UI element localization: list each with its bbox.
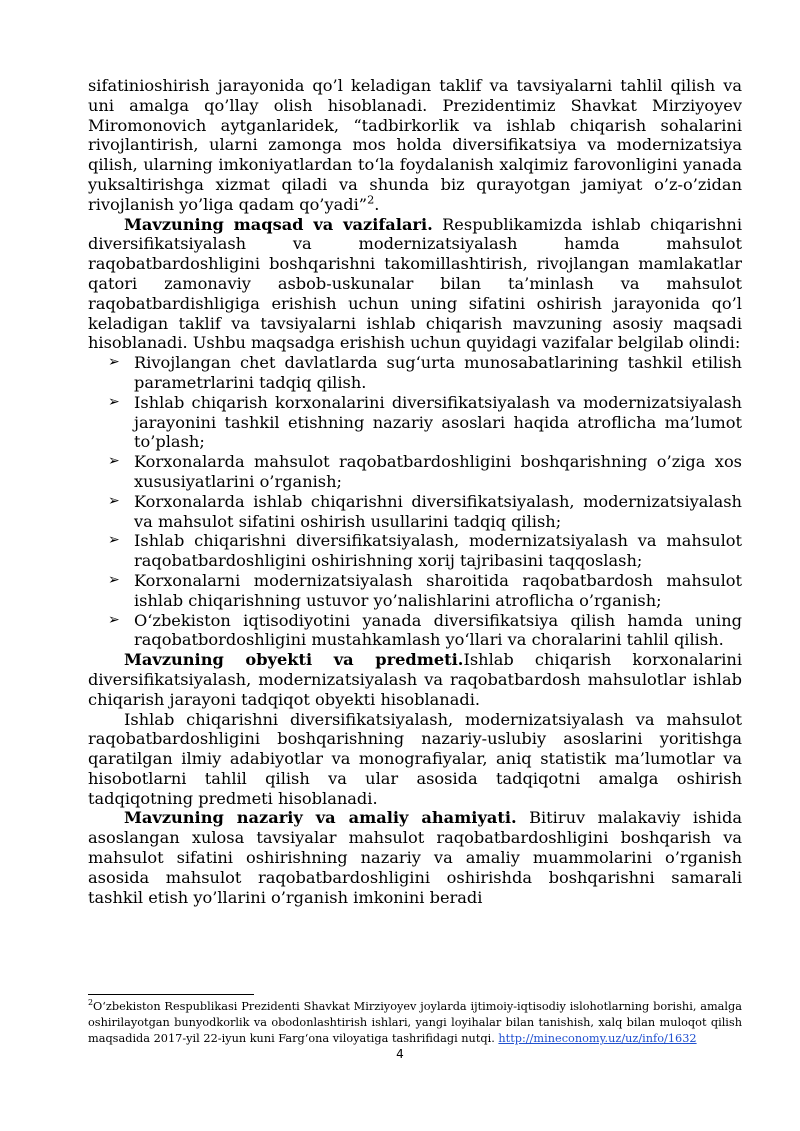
list-item: ➢ Rivojlangan chet davlatlarda sug‘urta munosabatlarining tashkil etilish parametrlarini tadqiq qilish. bbox=[108, 353, 742, 392]
footnote-number: 2 bbox=[88, 998, 94, 1008]
list-item: ➢ Ishlab chiqarishni diversifikatsiyalash, modernizatsiyalash va mahsulot raqobatbardoshligini oshirishning xorij tajribasini taqqoslash; bbox=[108, 531, 742, 571]
heading-significance: Mavzuning nazariy va amaliy ahamiyati. bbox=[124, 808, 517, 828]
tasks-list bbox=[88, 353, 742, 650]
arrow-bullet-icon: ➢ bbox=[108, 611, 120, 628]
list-item: ➢ Korxonalarda ishlab chiqarishni diversifikatsiyalash, modernizatsiyalash va mahsulot sifatini oshirish usullarini tadqiq qilish; bbox=[108, 491, 742, 531]
footnote-separator bbox=[88, 994, 254, 995]
heading-object: Mavzuning obyekti va predmeti. bbox=[124, 650, 464, 670]
arrow-bullet-icon: ➢ bbox=[108, 393, 120, 410]
paragraph-subject: Ishlab chiqarishni diversifikatsiyalash, modernizatsiyalash va mahsulot raqobatbardoshligini boshqarishning nazariy-uslubiy asoslarini yoritishga qaratilgan ilmiy adabiyotlar va monografiyalar, aniq statistik ma’lumotlar va hisobotlarni tahlil qilish va ular asosida tadqiqotni amalga oshirish tadqiqotning predmeti hisoblanadi. bbox=[88, 709, 742, 808]
footnote-text: O‘zbekiston Respublikasi Prezidenti Shavkat Mirziyoyev joylarda ijtimoiy-iqtisodiy islohotlarning borishi, amalga oshirilayotgan bunyodkorlik va obodonlashtirish ishlari, yangi loyihalar bilan tanishish, xalq bilan muloqot qilish maqsadida 2017-yil 22-iyun kuni Farg‘ona viloyatiga tashrifidagi nutqi. bbox=[88, 1000, 742, 1046]
page-number: 4 bbox=[396, 1047, 404, 1061]
body-text bbox=[88, 76, 742, 907]
arrow-bullet-icon: ➢ bbox=[108, 453, 120, 470]
footnote-ref[interactable]: 2 bbox=[367, 192, 375, 207]
arrow-bullet-icon: ➢ bbox=[108, 532, 120, 549]
paragraph-significance: Mavzuning nazariy va amaliy ahamiyati. Bitiruv malakaviy ishida asoslangan xulosa tavsiyalar mahsulot raqobatbardoshligini boshqarish va mahsulot sifatini oshirishning nazariy va amaliy muammolarini o’rganish asosida mahsulot raqobatbardoshligini oshirishda boshqarishni samarali tashkil etish yo’llarini o’rganish imkonini beradi bbox=[88, 808, 742, 907]
list-item: ➢ Korxonalarni modernizatsiyalash sharoitida raqobatbardosh mahsulot ishlab chiqarishning ustuvor yo’nalishlarini atroflicha o’rganish; bbox=[108, 570, 742, 610]
list-item: ➢ Ishlab chiqarish korxonalarini diversifikatsiyalash va modernizatsiyalash jarayonini tashkil etishning nazariy asoslari haqida atroflicha ma’lumot to’plash; bbox=[108, 392, 742, 452]
paragraph-intro: sifatinioshirish jarayonida qo’l keladigan taklif va tavsiyalarni tahlil qilish va uni amalga qo’llay olish hisoblanadi. Prezidentimiz Shavkat Mirziyoyev Miromonovich aytganlaridek, “tadbirkorlik va ishlab chiqarish sohalarini rivojlantirish, ularni zamonga mos holda diversifikatsiya va modernizatsiya qilish, ularning imkoniyatlardan to‘la foydalanish xalqimiz farovonligini yanada yuksaltirishga xizmat qiladi va shunda biz qurayotgan jamiyat o’z-o’zidan rivojlanish yo’liga qadam qo’yadi”$^2$. bbox=[88, 76, 742, 214]
footnote bbox=[88, 999, 742, 1048]
list-item: ➢ Korxonalarda mahsulot raqobatbardoshligini boshqarishning o’ziga xos xususiyatlarini o’rganish; bbox=[108, 452, 742, 491]
footnote-link[interactable]: http://mineconomy.uz/uz/info/1632 bbox=[498, 1032, 697, 1046]
arrow-bullet-icon: ➢ bbox=[108, 571, 120, 588]
paragraph-goals: Mavzuning maqsad va vazifalari. Respublikamizda ishlab chiqarishni diversifikatsiyalash va modernizatsiyalash hamda mahsulot raqobatbardoshligini boshqarishni takomillashtirish, rivojlangan mamlakatlar qatori zamonaviy asbob-uskunalar bilan ta’minlash va mahsulot raqobatbardishligiga erishish uchun uning sifatini oshirish jarayonida qo’l keladigan taklif va tavsiyalarni ishlab chiqarish mavzuning asosiy maqsadi hisoblanadi. Ushbu maqsadga erishish uchun quyidagi vazifalar belgilab olindi: bbox=[88, 214, 742, 353]
list-item: ➢ O‘zbekiston iqtisodiyotini yanada diversifikatsiya qilish hamda uning raqobatbordoshligini mustahkamlash yo‘llari va choralarini tahlil qilish. bbox=[108, 610, 742, 650]
paragraph-object: Mavzuning obyekti va predmeti.Ishlab chiqarish korxonalarini diversifikatsiyalash, modernizatsiyalash va raqobatbardosh mahsulotlar ishlab chiqarish jarayoni tadqiqot obyekti hisoblanadi. bbox=[88, 650, 742, 709]
arrow-bullet-icon: ➢ bbox=[108, 492, 120, 509]
heading-goals: Mavzuning maqsad va vazifalari. bbox=[124, 214, 433, 234]
arrow-bullet-icon: ➢ bbox=[108, 354, 120, 371]
